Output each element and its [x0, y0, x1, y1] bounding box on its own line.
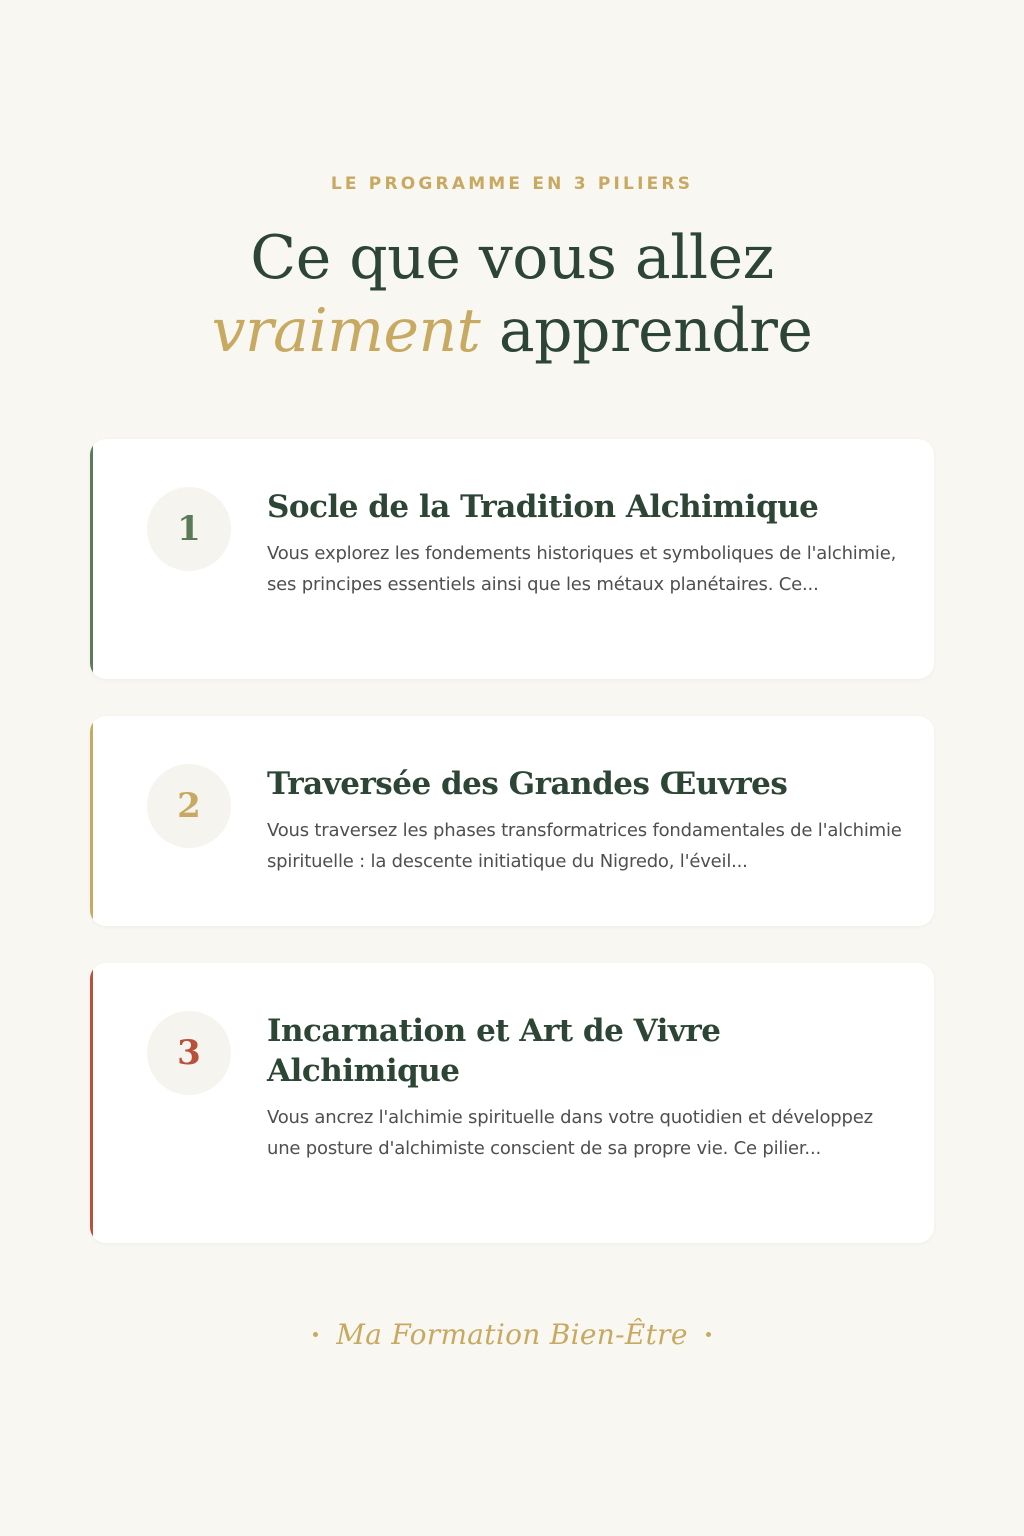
pillar-title: Incarnation et Art de Vivre Alchimique — [267, 1013, 721, 1089]
section-title — [0, 222, 1024, 368]
pillar-description: Vous ancrez l'alchimie spirituelle dans votre quotidien et développez une posture d'alchimiste conscient de sa propre vie. Ce pilier... — [267, 1107, 873, 1159]
footer-dot-right — [706, 1332, 711, 1337]
pillar-description: Vous explorez les fondements historiques et symboliques de l'alchimie, ses principes essentiels ainsi que les métaux planétaires. Ce... — [267, 543, 897, 595]
title-accent-word: vraiment — [211, 296, 481, 366]
title-line-1: Ce que vous allez — [250, 223, 774, 293]
section-eyebrow: LE PROGRAMME EN 3 PILIERS — [330, 174, 694, 194]
footer-dot-left — [313, 1332, 318, 1337]
pillar-number-badge: 2 — [147, 764, 231, 848]
pillar-number-badge: 1 — [147, 487, 231, 571]
pillar-title: Socle de la Tradition Alchimique — [267, 489, 819, 525]
pillar-card-3 — [90, 963, 934, 1243]
footer-brand — [0, 1318, 1024, 1351]
pillar-accent-stripe — [90, 439, 93, 679]
pillar-title: Traversée des Grandes Œuvres — [267, 766, 788, 802]
pillar-accent-stripe — [90, 716, 93, 926]
pillar-description: Vous traversez les phases transformatrices fondamentales de l'alchimie spirituelle : la descente initiatique du Nigredo, l'éveil... — [267, 820, 902, 872]
pillar-card-2 — [90, 716, 934, 926]
title-line-2 — [0, 295, 1024, 368]
title-line-2-rest: apprendre — [480, 296, 813, 366]
pillar-card-1 — [90, 439, 934, 679]
pillar-accent-stripe — [90, 963, 93, 1243]
brand-name: Ma Formation Bien-Être — [336, 1318, 688, 1351]
pillar-number-badge: 3 — [147, 1011, 231, 1095]
